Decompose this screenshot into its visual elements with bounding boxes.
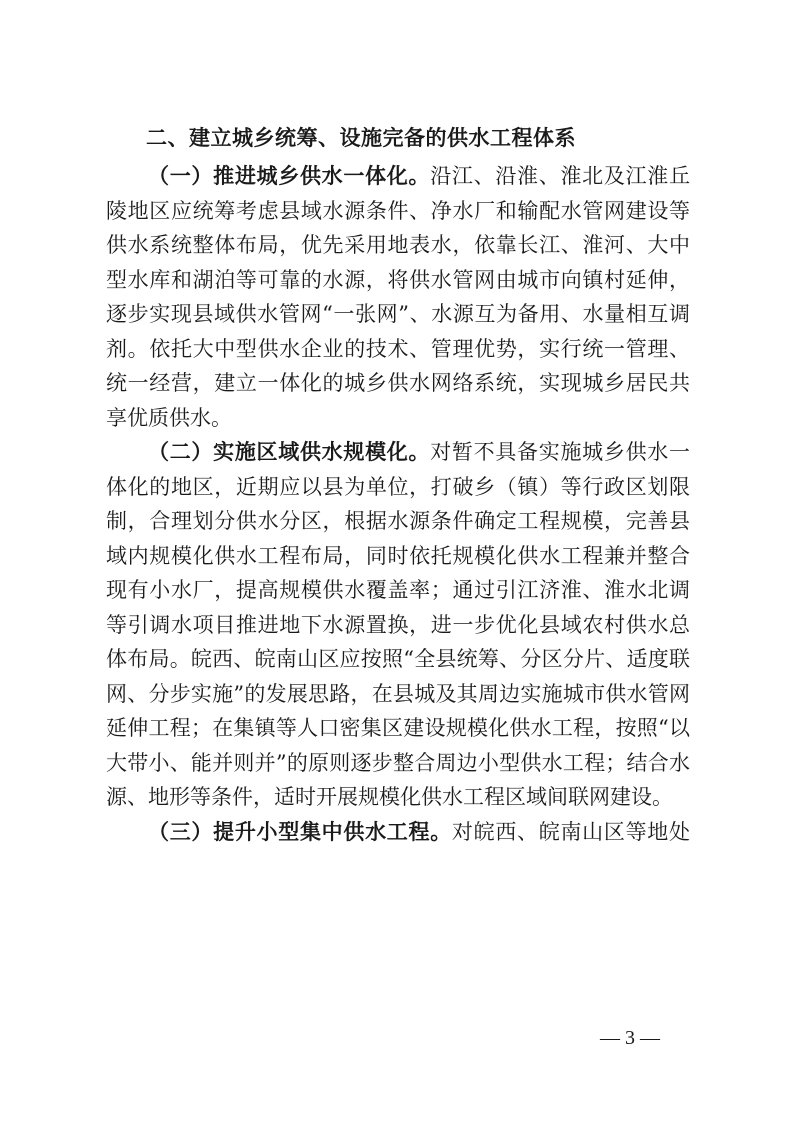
paragraph-lead: （二）实施区域供水规模化。	[148, 440, 431, 464]
paragraph-text: 对暂不具备实施城乡供水一体化的地区，近期应以县为单位，打破乡（镇）等行政区划限制，合理划分供水分区，根据水源条件确定工程规模，完善县域内规模化供水工程布局，同时依托规模化供水工程兼并整合现有小水厂，提高规模供水覆盖率；通过引江济淮、淮水北调等引调水项目推进地下水源置换，进一步优化县域农村供水总体布局。皖西、皖南山区应按照“全县统筹、分区分片、适度联网、分步实施”的发展思路，在县城及其周边实施城市供水管网延伸工程；在集镇等人口密集区建设规模化供水工程，按照“以大带小、能并则并”的原则逐步整合周边小型供水工程；结合水源、地形等条件，适时开展规模化供水工程区域间联网建设。	[106, 440, 691, 809]
paragraph-1	[106, 159, 690, 435]
paragraph-3	[106, 815, 690, 850]
paragraph-lead: （三）提升小型集中供水工程。	[148, 819, 452, 844]
page-number: — 3 —	[600, 1027, 660, 1049]
paragraph-text: 沿江、沿淮、淮北及江淮丘陵地区应统筹考虑县域水源条件、净水厂和输配水管网建设等供水系统整体布局，优先采用地表水，依靠长江、淮河、大中型水库和湖泊等可靠的水源，将供水管网由城市向镇村延伸，逐步实现县域供水管网“一张网”、水源互为备用、水量相互调剂。依托大中型供水企业的技术、管理优势，实行统一管理、统一经营，建立一体化的城乡供水网络系统，实现城乡居民共享优质供水。	[106, 164, 691, 430]
paragraph-lead: （一）推进城乡供水一体化。	[148, 164, 431, 188]
section-heading: 二、建立城乡统筹、设施完备的供水工程体系	[146, 126, 576, 150]
paragraph-2	[106, 435, 690, 815]
body-text	[106, 159, 690, 849]
paragraph-text: 对皖西、皖南山区等地处	[451, 819, 691, 844]
